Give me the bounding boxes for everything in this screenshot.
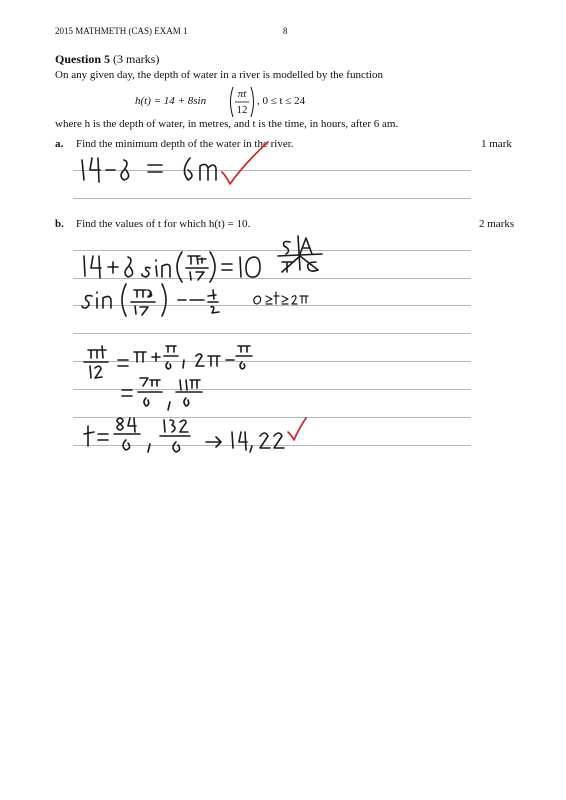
equation-domain: , 0 ≤ t ≤ 24 [257,95,306,107]
handwriting-a-answer [82,158,216,182]
handwriting-b-line3 [84,346,252,378]
question-marks: (3 marks) [113,52,160,66]
tick-mark-b [288,418,306,440]
page-number: 8 [283,26,288,36]
part-b-label: b. [55,218,64,230]
handwriting-b-domain [254,292,308,304]
equation-lhs: h(t) = 14 + 8sin [135,95,207,107]
part-b-text: Find the values of t for which h(t) = 10. [76,218,251,230]
exam-header: 2015 MATHMETH (CAS) EXAM 1 [55,26,188,36]
equation-frac-den: 12 [236,104,248,116]
handwriting-b-line2 [82,284,219,316]
question-intro: On any given day, the depth of water in a river is modelled by the function [55,69,383,81]
handwriting-quadrant [278,236,322,272]
question-where: where h is the depth of water, in metres, and t is the time, in hours, after 6 am. [55,118,399,130]
handwriting-b-line1 [84,252,260,282]
question-number: Question 5 [55,52,111,66]
part-a-marks: 1 mark [481,138,512,150]
tick-mark-a [222,142,268,184]
part-a-label: a. [55,138,64,150]
handwriting-b-line4 [122,378,202,410]
equation-frac-num: πt [237,88,247,100]
handwriting-b-line5 [84,418,284,452]
part-b-marks: 2 marks [479,218,515,230]
part-a-text: Find the minimum depth of the water in the river. [76,138,294,150]
